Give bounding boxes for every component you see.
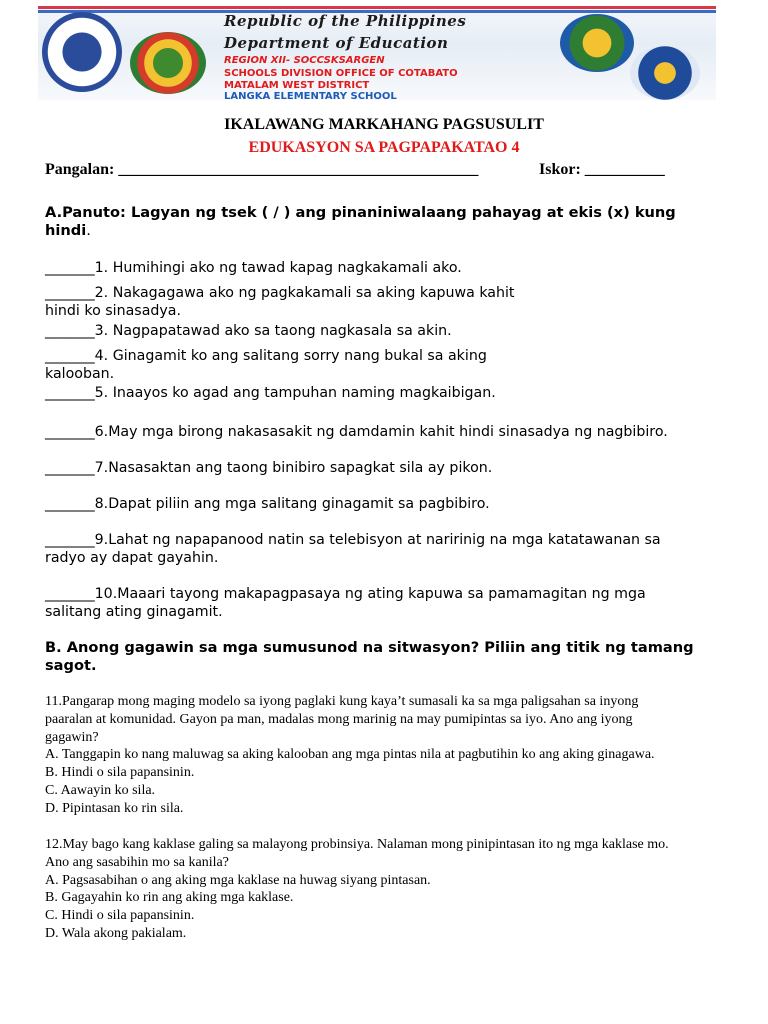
choice-b: B. Gagayahin ko rin ang aking mga kaklase. (45, 890, 294, 906)
choice-a: A. Tanggapin ko nang maluwag sa aking kalooban ang mga pintas nila at pagbutihin ko ang aking ginagawa. (45, 747, 655, 763)
part-a-item: _______7.Nasasaktan ang taong binibiro sapagkat sila ay pikon. (45, 460, 493, 476)
header-region: REGION XII- SOCCSKSARGEN (224, 55, 385, 66)
question-text: Ano ang sasabihin mo sa kanila? (45, 854, 229, 870)
question-text: paaralan at komunidad. Gayon pa man, madalas mong marinig na may pumipintas sa iyo. Ano ang iyong (45, 711, 633, 727)
part-a-item: _______2. Nakagagawa ako ng pagkakamali sa aking kapuwa kahit hindi ko sinasadya. (45, 285, 515, 319)
header-division: SCHOOLS DIVISION OFFICE OF COTABATO (224, 68, 458, 79)
part-a-item: _______8.Dapat piliin ang mga salitang ginagamit sa pagbibiro. (45, 496, 490, 512)
choice-c: C. Hindi o sila papansinin. (45, 908, 195, 924)
region-seal-logo (130, 32, 206, 94)
choice-d: D. Wala akong pakialam. (45, 925, 187, 941)
school-seal-logo (560, 14, 634, 72)
header-republic: Republic of the Philippines (224, 12, 467, 30)
part-a-item: _______6.May mga birong nakasasakit ng damdamin kahit hindi sinasadya ng nagbibiro. (45, 424, 668, 440)
part-a-instructions (45, 204, 725, 240)
score-field[interactable] (539, 161, 665, 179)
score-label: Iskor: __________ (539, 161, 665, 178)
deped-seal-logo (42, 12, 122, 92)
question-text: gagawin? (45, 729, 99, 745)
question-11 (45, 693, 725, 818)
choice-a: A. Pagsasabihan o ang aking mga kaklase na huwag siyang pintasan. (45, 872, 431, 888)
exam-title: IKALAWANG MARKAHANG PAGSUSULIT (224, 116, 544, 133)
part-a-item: _______1. Humihingi ako ng tawad kapag nagkakamali ako. (45, 260, 462, 276)
choice-d: D. Pipintasan ko rin sila. (45, 800, 184, 816)
choice-c: C. Aawayin ko sila. (45, 782, 156, 798)
part-b-instructions: B. Anong gagawin sa mga sumusunod na sitwasyon? Piliin ang titik ng tamang sagot. (45, 639, 694, 674)
choice-b: B. Hindi o sila papansinin. (45, 765, 195, 781)
division-seal-logo (630, 46, 700, 100)
part-a-item: _______3. Nagpapatawad ako sa taong nagkasala sa akin. (45, 323, 452, 339)
letterhead-banner (38, 6, 716, 100)
question-text: 11.Pangarap mong maging modelo sa iyong paglaki kung kaya’t sumasali ka sa mga paligsahan sa inyong (45, 694, 639, 709)
part-a-heading-line: hindi. (45, 222, 91, 239)
question-text: 12.May bago kang kaklase galing sa malayong probinsiya. Nalaman mong pinipintasan ito ng mga kaklase mo. (45, 837, 669, 852)
part-a-item: _______10.Maaari tayong makapagpasaya ng ating kapuwa sa pamamagitan ng mga salitang ating ginagamit. (45, 586, 646, 620)
part-a-heading-line: A.Panuto: Lagyan ng tsek ( / ) ang pinaniniwalaang pahayag at ekis (x) kung (45, 204, 676, 221)
question-12 (45, 836, 725, 943)
name-label: Pangalan: _____________________________________________ (45, 161, 479, 178)
name-field[interactable] (45, 161, 478, 179)
part-a-item: _______5. Inaayos ko agad ang tampuhan naming magkaibigan. (45, 385, 496, 401)
subject-title: EDUKASYON SA PAGPAPAKATAO 4 (248, 139, 520, 156)
header-district: MATALAM WEST DISTRICT (224, 80, 370, 91)
part-a-item: _______9.Lahat ng napapanood natin sa telebisyon at naririnig na mga katatawanan sa radyo ay dapat gayahin. (45, 532, 661, 566)
part-a-item: _______4. Ginagamit ko ang salitang sorry nang bukal sa aking kalooban. (45, 348, 487, 382)
header-school: LANGKA ELEMENTARY SCHOOL (224, 91, 397, 100)
header-department: Department of Education (224, 34, 449, 52)
banner-stripe (38, 6, 716, 9)
